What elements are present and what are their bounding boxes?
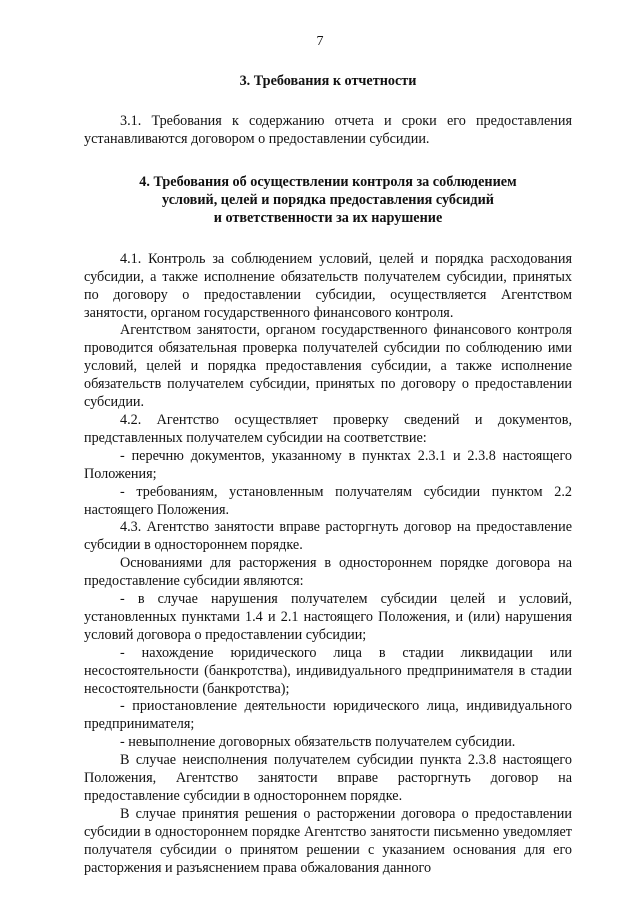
list-item-requirements: - требованиям, установленным получателям субсидии пунктом 2.2 настоящего Положения.: [84, 483, 572, 518]
list-item-nonperformance: - невыполнение договорных обязательств получателем субсидии.: [120, 734, 516, 751]
list-item-documents: - перечню документов, указанному в пунктах 2.3.1 и 2.3.8 настоящего Положения;: [84, 447, 572, 482]
paragraph-termination-notice: В случае принятия решения о расторжении договора о предоставлении субсидии в одностороннем порядке Агентство занятости письменно уведомляет получателя субсидии о принятом решении с указанием основания для его расторжения и разъяснением права обжалования данного: [84, 805, 572, 876]
list-item-violation: - в случае нарушения получателем субсидии целей и условий, установленных пунктами 1.4 и 2.1 настоящего Положения, и (или) нарушения условий договора о предоставлении субсидии;: [84, 591, 572, 643]
paragraph-grounds: Основаниями для расторжения в одностороннем порядке договора на предоставление субсидии являются:: [84, 555, 572, 590]
section-4-heading-line-2: условий, целей и порядка предоставления субсидий: [162, 191, 494, 208]
list-item-liquidation: - нахождение юридического лица в стадии ликвидации или несостоятельности (банкротства), индивидуального предпринимателя в стадии несостоятельности (банкротства);: [84, 644, 572, 697]
section-4-heading-line-3: и ответственности за их нарушение: [213, 209, 443, 226]
page-number: 7: [316, 34, 324, 49]
page-content: [84, 72, 572, 878]
section-3-heading: 3. Требования к отчетности: [239, 73, 417, 89]
paragraph-4-3: 4.3. Агентство занятости вправе расторгнуть договор на предоставление субсидии в одностороннем порядке.: [84, 519, 572, 554]
section-4-heading: [84, 173, 572, 227]
paragraph-non-fulfillment: В случае неисполнения получателем субсидии пункта 2.3.8 настоящего Положения, Агентство занятости вправе расторгнуть договор на предоставление субсидии в одностороннем порядке.: [84, 752, 572, 804]
list-item-suspension: - приостановление деятельности юридического лица, индивидуального предпринимателя;: [84, 698, 572, 733]
section-4-heading-line-1: 4. Требования об осуществлении контроля за соблюдением: [139, 173, 517, 190]
paragraph-3-1: 3.1. Требования к содержанию отчета и сроки его предоставления устанавливаются договором о предоставлении субсидии.: [84, 113, 572, 147]
paragraph-4-1: 4.1. Контроль за соблюдением условий, целей и порядка расходования субсидии, а также исполнение обязательств получателем субсидии, принятых по договору о предоставлении субсидии, осуществляется Агентством занятости, органом государственного финансового контроля.: [84, 250, 572, 321]
paragraph-4-2: 4.2. Агентство осуществляет проверку сведений и документов, представленных получателем субсидии на соответствие:: [84, 411, 572, 446]
paragraph-mandatory-check: Агентством занятости, органом государственного финансового контроля проводится обязательная проверка получателей субсидии по соблюдению ими условий, целей и порядка предоставления субсидии, а также исполнение обязательств получателем субсидии, принятых по договору о предоставлении субсидии.: [84, 322, 572, 411]
